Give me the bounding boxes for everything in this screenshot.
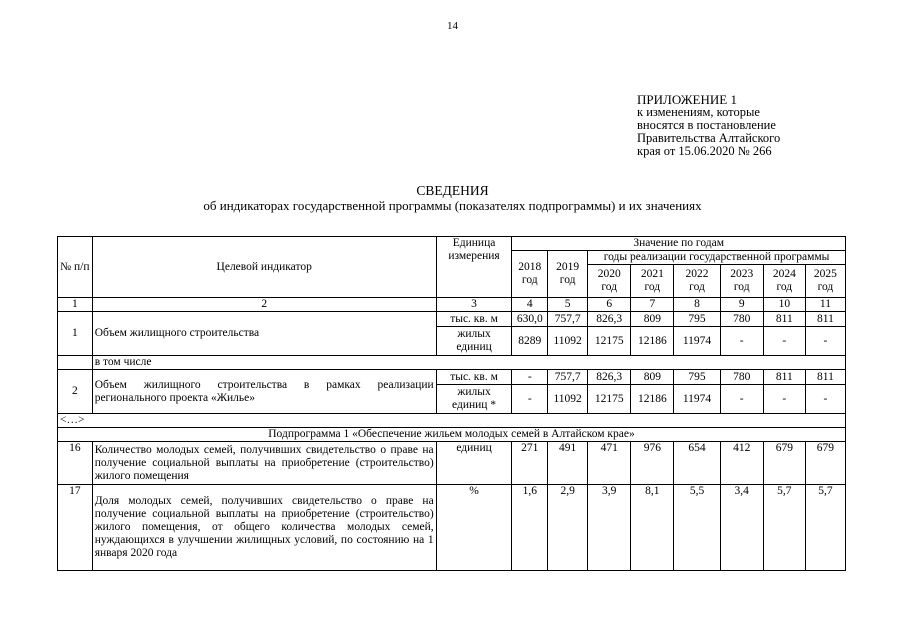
value-cell: 630,0	[512, 312, 548, 327]
value-cell: 11092	[548, 385, 588, 414]
value-cell: -	[763, 385, 805, 414]
column-number: 4	[512, 298, 548, 312]
value-cell: 11974	[674, 327, 720, 356]
appendix-line: к изменениям, которые	[637, 105, 760, 119]
column-number: 8	[674, 298, 720, 312]
value-cell: 412	[720, 442, 763, 485]
column-number: 1	[58, 298, 93, 312]
value-cell: -	[805, 327, 845, 356]
appendix-block	[637, 93, 887, 158]
value-cell: 780	[720, 312, 763, 327]
empty-cell	[58, 356, 93, 370]
including-label: в том числе	[92, 356, 845, 370]
value-cell: 654	[674, 442, 720, 485]
value-cell: 1,6	[512, 485, 548, 571]
value-cell: 5,7	[763, 485, 805, 571]
value-cell: 809	[631, 312, 674, 327]
value-cell: 491	[548, 442, 588, 485]
value-cell: 795	[674, 370, 720, 385]
value-cell: 12175	[588, 385, 631, 414]
value-cell: 811	[763, 312, 805, 327]
column-number: 2	[92, 298, 436, 312]
value-cell: 780	[720, 370, 763, 385]
column-number: 9	[720, 298, 763, 312]
value-cell: 11974	[674, 385, 720, 414]
appendix-line: Правительства Алтайского	[637, 131, 781, 145]
header-year: 2021 год	[631, 265, 674, 298]
column-number: 10	[763, 298, 805, 312]
value-cell: 3,4	[720, 485, 763, 571]
header-year: 2022 год	[674, 265, 720, 298]
header-year: 2019 год	[548, 251, 588, 298]
value-cell: 5,7	[805, 485, 845, 571]
ellipsis-row: <…>	[58, 414, 846, 428]
value-cell: 809	[631, 370, 674, 385]
header-year: 2024 год	[763, 265, 805, 298]
value-cell: 826,3	[588, 312, 631, 327]
value-cell: -	[512, 385, 548, 414]
appendix-line: края от 15.06.2020 № 266	[637, 144, 772, 158]
row-number: 1	[58, 312, 93, 356]
unit-cell: тыс. кв. м	[436, 370, 512, 385]
header-year: 2018 год	[512, 251, 548, 298]
value-cell: 12186	[631, 327, 674, 356]
appendix-title: ПРИЛОЖЕНИЕ 1	[637, 92, 737, 107]
row-number: 17	[58, 485, 93, 571]
header-year: 2020 год	[588, 265, 631, 298]
value-cell: 811	[805, 312, 845, 327]
column-number: 5	[548, 298, 588, 312]
unit-cell: жилых единиц	[436, 327, 512, 356]
indicator-name: Количество молодых семей, получивших свидетельство о праве на получение социальной выплаты на приобретение (строительство) жилого помещения	[92, 442, 436, 485]
column-number: 6	[588, 298, 631, 312]
unit-cell: %	[436, 485, 512, 571]
indicator-name: Объем жилищного строительства в рамках реализации регионального проекта «Жилье»	[92, 370, 436, 414]
header-year: 2025 год	[805, 265, 845, 298]
value-cell: 5,5	[674, 485, 720, 571]
value-cell: 976	[631, 442, 674, 485]
value-cell: 679	[805, 442, 845, 485]
value-cell: 12186	[631, 385, 674, 414]
unit-cell: жилых единиц *	[436, 385, 512, 414]
header-values-by-year: Значение по годам	[512, 237, 846, 251]
value-cell: 8,1	[631, 485, 674, 571]
column-number: 11	[805, 298, 845, 312]
appendix-line: вносятся в постановление	[637, 118, 776, 132]
value-cell: -	[720, 327, 763, 356]
value-cell: 471	[588, 442, 631, 485]
indicator-name: Объем жилищного строительства	[92, 312, 436, 356]
value-cell: 811	[763, 370, 805, 385]
value-cell: -	[512, 370, 548, 385]
value-cell: 811	[805, 370, 845, 385]
header-indicator: Целевой индикатор	[92, 237, 436, 298]
section-title: Подпрограмма 1 «Обеспечение жильем молодых семей в Алтайском крае»	[58, 428, 846, 442]
value-cell: 8289	[512, 327, 548, 356]
value-cell: 2,9	[548, 485, 588, 571]
value-cell: -	[805, 385, 845, 414]
header-unit: Единица измерения	[436, 237, 512, 298]
value-cell: 757,7	[548, 370, 588, 385]
header-year: 2023 год	[720, 265, 763, 298]
value-cell: -	[720, 385, 763, 414]
value-cell: 11092	[548, 327, 588, 356]
indicators-table	[57, 236, 846, 571]
value-cell: -	[763, 327, 805, 356]
page-number: 14	[447, 20, 458, 32]
row-number: 2	[58, 370, 93, 414]
value-cell: 271	[512, 442, 548, 485]
unit-cell: тыс. кв. м	[436, 312, 512, 327]
document-heading: СВЕДЕНИЯ	[416, 183, 489, 198]
value-cell: 795	[674, 312, 720, 327]
header-num: № п/п	[58, 237, 93, 298]
row-number: 16	[58, 442, 93, 485]
value-cell: 826,3	[588, 370, 631, 385]
value-cell: 3,9	[588, 485, 631, 571]
value-cell: 757,7	[548, 312, 588, 327]
column-number: 7	[631, 298, 674, 312]
indicator-name: Доля молодых семей, получивших свидетельство о праве на получение социальной выплаты на приобретение (строительство) жилого помещения, от общего количества молодых семей, нуждающихся в улучшении жилищных условий, по состоянию на 1 января 2020 года	[92, 485, 436, 571]
header-implementation-years: годы реализации государственной программы	[588, 251, 846, 265]
unit-cell: единиц	[436, 442, 512, 485]
document-subheading: об индикаторах государственной программы (показателях подпрограммы) и их значениях	[203, 198, 702, 213]
column-number: 3	[436, 298, 512, 312]
value-cell: 12175	[588, 327, 631, 356]
value-cell: 679	[763, 442, 805, 485]
